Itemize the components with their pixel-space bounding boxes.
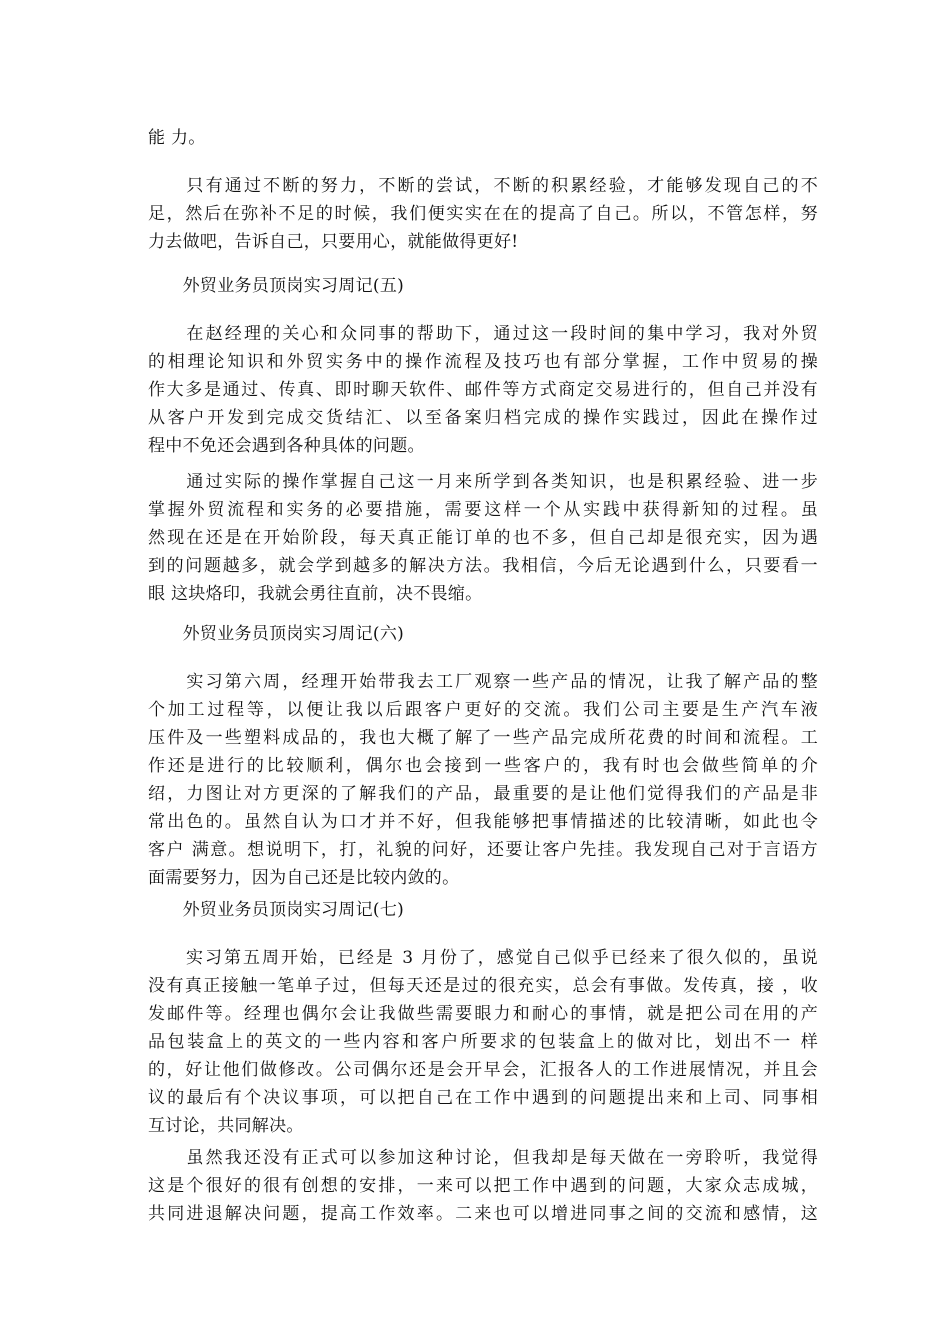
paragraph-week-7b: [148, 1144, 818, 1228]
text-line: 的相理论知识和外贸实务中的操作流程及技巧也有部分掌握，工作中贸易的操: [148, 352, 818, 372]
text-line: 程中不免还会遇到各种具体的问题。: [148, 436, 425, 456]
text-line: 眼 这块烙印，我就会勇往直前，决不畏缩。: [148, 584, 483, 604]
text-line: 足，然后在弥补不足的时候，我们便实实在在的提高了自己。所以，不管怎样，努: [148, 204, 818, 224]
paragraph-week-7a: [148, 944, 818, 1140]
text-line: 通过实际的操作掌握自己这一月来所学到各类知识，也是积累经验、进一步: [148, 472, 818, 492]
text-line: 只有通过不断的努力，不断的尝试，不断的积累经验，才能够发现自己的不: [148, 176, 818, 196]
text-line: 作大多是通过、传真、即时聊天软件、邮件等方式商定交易进行的，但自己并没有: [148, 380, 818, 400]
text-line: 个加工过程等，以便让我以后跟客户更好的交流。我们公司主要是生产汽车液: [148, 700, 818, 720]
text-line: 这是个很好的很有创想的安排，一来可以把工作中遇到的问题，大家众志成城，: [148, 1176, 818, 1196]
text-line: 虽然我还没有正式可以参加这种讨论，但我却是每天做在一旁聆听，我觉得: [148, 1148, 818, 1168]
text-line: 从客户开发到完成交货结汇、以至备案归档完成的操作实践过，因此在操作过: [148, 408, 818, 428]
text-line: 没有真正接触一笔单子过，但每天还是过的很充实，总会有事做。发传真，接 ，收: [148, 976, 818, 996]
text-line: 在赵经理的关心和众同事的帮助下，通过这一段时间的集中学习，我对外贸: [148, 324, 818, 344]
text-line: 然现在还是在开始阶段，每天真正能订单的也不多，但自己却是很充实，因为遇: [148, 528, 818, 548]
section-heading: 外贸业务员顶岗实习周记(六): [148, 624, 405, 644]
section-heading: 外贸业务员顶岗实习周记(五): [148, 276, 405, 296]
text-line: 实习第五周开始，已经是 3 月份了，感觉自己似乎已经来了很久似的，虽说: [148, 948, 818, 968]
text-line: 发邮件等。经理也偶尔会让我做些需要眼力和耐心的事情，就是把公司在用的产: [148, 1004, 818, 1024]
section-heading: 外贸业务员顶岗实习周记(七): [148, 900, 405, 920]
heading-week-7: [148, 896, 818, 924]
text-line: 能 力。: [148, 128, 206, 148]
text-line: 绍，力图让对方更深的了解我们的产品，最重要的是让他们觉得我们的产品是非: [148, 784, 818, 804]
paragraph-week-5a: [148, 320, 818, 460]
paragraph-week-5b: [148, 468, 818, 608]
text-line: 实习第六周，经理开始带我去工厂观察一些产品的情况，让我了解产品的整: [148, 672, 818, 692]
text-line: 到的问题越多，就会学到越多的解决方法。我相信，今后无论遇到什么，只要看一: [148, 556, 818, 576]
text-line: 力去做吧，告诉自己，只要用心，就能做得更好!: [148, 232, 519, 252]
text-line: 客户 满意。想说明下，打，礼貌的问好，还要让客户先挂。我发现自己对于言语方: [148, 840, 818, 860]
text-line: 议的最后有个决议事项，可以把自己在工作中遇到的问题提出来和上司、同事相: [148, 1088, 818, 1108]
text-line: 品包装盒上的英文的一些内容和客户所要求的包装盒上的做对比，划出不一 样: [148, 1032, 818, 1052]
text-line: 互讨论，共同解决。: [148, 1116, 304, 1136]
paragraph-effort: [148, 172, 818, 256]
text-line: 的，好让他们做修改。公司偶尔还是会开早会，汇报各人的工作进展情况，并且会: [148, 1060, 818, 1080]
heading-week-6: [148, 620, 818, 648]
text-line: 面需要努力，因为自己还是比较内敛的。: [148, 868, 460, 888]
text-line: 常出色的。虽然自认为口才并不好，但我能够把事情描述的比较清晰，如此也令: [148, 812, 818, 832]
text-line: 共同进退解决问题，提高工作效率。二来也可以增进同事之间的交流和感情，这: [148, 1204, 818, 1224]
heading-week-5: [148, 272, 818, 300]
text-line: 作还是进行的比较顺利，偶尔也会接到一些客户的，我有时也会做些简单的介: [148, 756, 818, 776]
text-line: 掌握外贸流程和实务的必要措施，需要这样一个从实践中获得新知的过程。虽: [148, 500, 818, 520]
paragraph-fragment: [148, 124, 818, 152]
paragraph-week-6: [148, 668, 818, 892]
text-line: 压件及一些塑料成品的，我也大概了解了一些产品完成所花费的时间和流程。工: [148, 728, 818, 748]
